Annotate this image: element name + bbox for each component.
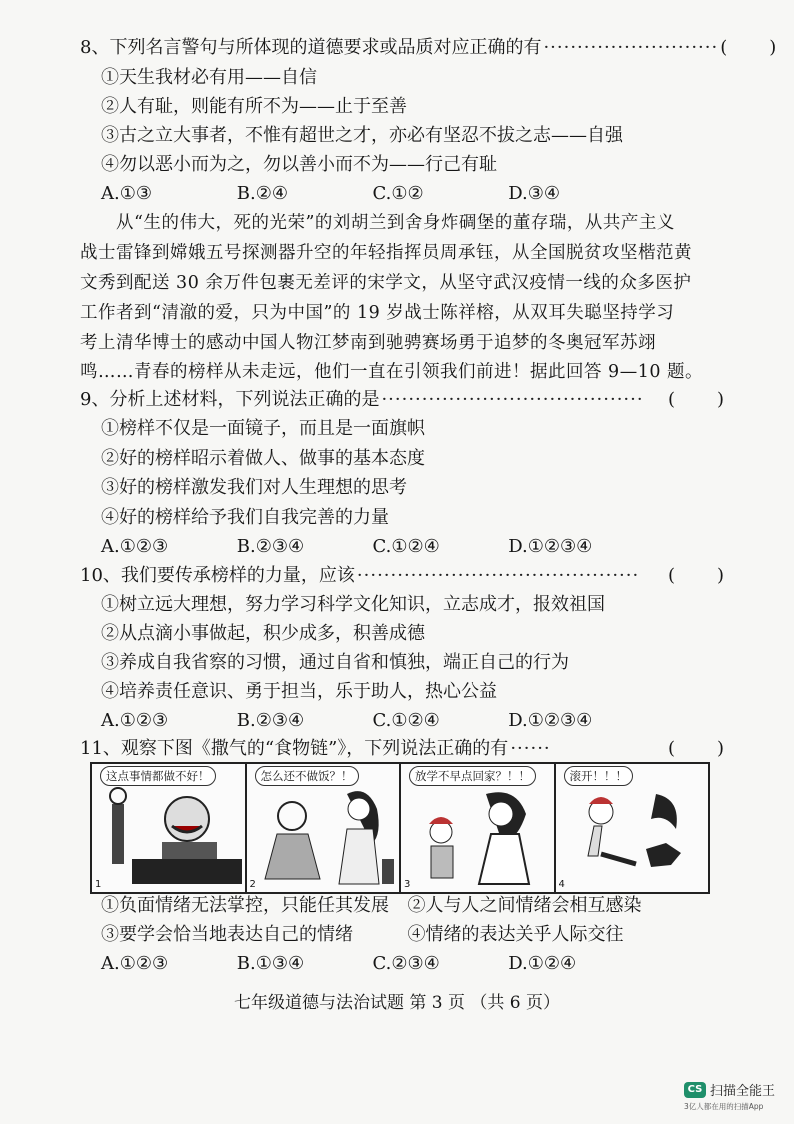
- question-8-stem: 8、下列名言警句与所体现的道德要求或品质对应正确的有: [80, 37, 542, 58]
- speech-bubble: 滚开！！！: [564, 766, 634, 786]
- q9-choice-a: A.①②③: [101, 536, 169, 557]
- speech-bubble: 怎么还不做饭？！: [255, 766, 359, 786]
- q11-statements-row-2: [101, 922, 714, 948]
- scanner-watermark: [684, 1080, 775, 1099]
- speech-bubble: 放学不早点回家？！！: [409, 766, 536, 786]
- question-8-stem-line: [80, 35, 777, 61]
- q9-choice-c: C.①②④: [372, 536, 440, 557]
- watermark-name: 扫描全能王: [710, 1084, 776, 1099]
- q10-choice-d: D.①②③④: [508, 710, 593, 731]
- q8-choice-b: B.②④: [236, 183, 288, 204]
- q11-choice-c: C.②③④: [372, 953, 440, 974]
- comic-panel-1: [92, 764, 247, 892]
- q9-choice-b: B.②③④: [236, 536, 305, 557]
- q11-choices: [101, 951, 644, 977]
- q11-statements-row-1: [101, 893, 714, 919]
- question-11-stem-line: [80, 736, 724, 762]
- q8-choices: [101, 181, 644, 207]
- question-9-stem: 9、分析上述材料，下列说法正确的是: [80, 389, 380, 410]
- comic-panel-2: [247, 764, 402, 892]
- q10-choice-b: B.②③④: [236, 710, 305, 731]
- question-10-stem: 10、我们要传承榜样的力量，应该: [80, 565, 355, 586]
- q10-statement-2: ②从点滴小事做起，积少成多，积善成德: [101, 623, 425, 644]
- material-line-6: 鸣……青春的榜样从未走远，他们一直在引领我们前进！据此回答 9—10 题。: [80, 362, 704, 382]
- question-10-stem-line: [80, 563, 724, 589]
- comic-panel-3: [401, 764, 556, 892]
- leader-dots: ··········································: [356, 565, 640, 586]
- q11-statement-3: ③要学会恰当地表达自己的情绪: [101, 924, 353, 945]
- q9-statement-2: ②好的榜样昭示着做人、做事的基本态度: [101, 448, 425, 469]
- q10-choices: [101, 708, 644, 734]
- q11-statement-4: ④情绪的表达关乎人际交往: [407, 924, 624, 945]
- q11-statement-1: ①负面情绪无法掌控，只能任其发展: [101, 895, 389, 916]
- panel-number: 2: [249, 879, 256, 890]
- leader-dots: ··························: [543, 37, 719, 58]
- question-9-stem-line: [80, 387, 724, 413]
- q9-statement-1: ①榜样不仅是一面镜子，而且是一面旗帜: [101, 418, 425, 439]
- q8-statement-1: ①天生我材必有用——自信: [101, 67, 317, 88]
- page-footer: 七年级道德与法治试题 第 3 页 （共 6 页）: [233, 993, 561, 1013]
- q10-choice-a: A.①②③: [101, 710, 169, 731]
- material-line-3: 文秀到配送 30 余万件包裹无差评的宋学文，从坚守武汉疫情一线的众多医护: [80, 273, 692, 293]
- q9-statement-3: ③好的榜样激发我们对人生理想的思考: [101, 477, 407, 498]
- comic-strip: [90, 762, 710, 894]
- material-line-1: 从“生的伟大，死的光荣”的刘胡兰到舍身炸碉堡的董存瑞，从共产主义: [116, 213, 675, 233]
- q11-choice-d: D.①②④: [508, 953, 577, 974]
- q8-choice-c: C.①②: [372, 183, 424, 204]
- camscanner-logo-icon: CS: [684, 1082, 706, 1098]
- q11-choice-a: A.①②③: [101, 953, 169, 974]
- watermark-subtitle: 3亿人都在用的扫描App: [684, 1102, 764, 1111]
- q10-choice-c: C.①②④: [372, 710, 440, 731]
- q8-statement-3: ③古之立大事者，不惟有超世之才，亦必有坚忍不拔之志——自强: [101, 125, 623, 146]
- answer-bracket: ( ): [668, 389, 724, 410]
- q10-statement-4: ④培养责任意识、勇于担当，乐于助人，热心公益: [101, 681, 497, 702]
- comic-panel-4: [556, 764, 709, 892]
- q8-choice-d: D.③④: [508, 183, 561, 204]
- q10-statement-1: ①树立远大理想，努力学习科学文化知识，立志成才，报效祖国: [101, 594, 605, 615]
- answer-bracket: ( ): [720, 37, 777, 58]
- q9-choices: [101, 534, 644, 560]
- q8-statement-2: ②人有耻，则能有所不为——止于至善: [101, 96, 407, 117]
- q11-choice-b: B.①③④: [236, 953, 305, 974]
- leader-dots: ······: [510, 738, 551, 759]
- leader-dots: ·······································: [381, 389, 644, 410]
- answer-bracket: ( ): [668, 565, 724, 586]
- panel-number: 4: [558, 879, 565, 890]
- speech-bubble: 这点事情都做不好！: [100, 766, 216, 786]
- q11-statement-2: ②人与人之间情绪会相互感染: [407, 895, 642, 916]
- panel-number: 1: [95, 879, 102, 890]
- material-line-5: 考上清华博士的感动中国人物江梦南到驰骋赛场勇于追梦的冬奥冠军苏翊: [80, 333, 656, 353]
- material-line-2: 战士雷锋到嫦娥五号探测器升空的年轻指挥员周承钰，从全国脱贫攻坚楷范黄: [80, 243, 692, 263]
- q8-statement-4: ④勿以恶小而为之，勿以善小而不为——行己有耻: [101, 154, 497, 175]
- q9-choice-d: D.①②③④: [508, 536, 593, 557]
- q10-statement-3: ③养成自我省察的习惯，通过自省和慎独，端正自己的行为: [101, 652, 569, 673]
- answer-bracket: ( ): [668, 738, 724, 759]
- material-line-4: 工作者到“清澈的爱，只为中国”的 19 岁战士陈祥榕，从双耳失聪坚持学习: [80, 303, 675, 323]
- q8-choice-a: A.①③: [101, 183, 152, 204]
- question-11-stem: 11、观察下图《撒气的“食物链”》，下列说法正确的有: [80, 738, 509, 759]
- q9-statement-4: ④好的榜样给予我们自我完善的力量: [101, 507, 389, 528]
- panel-number: 3: [404, 879, 411, 890]
